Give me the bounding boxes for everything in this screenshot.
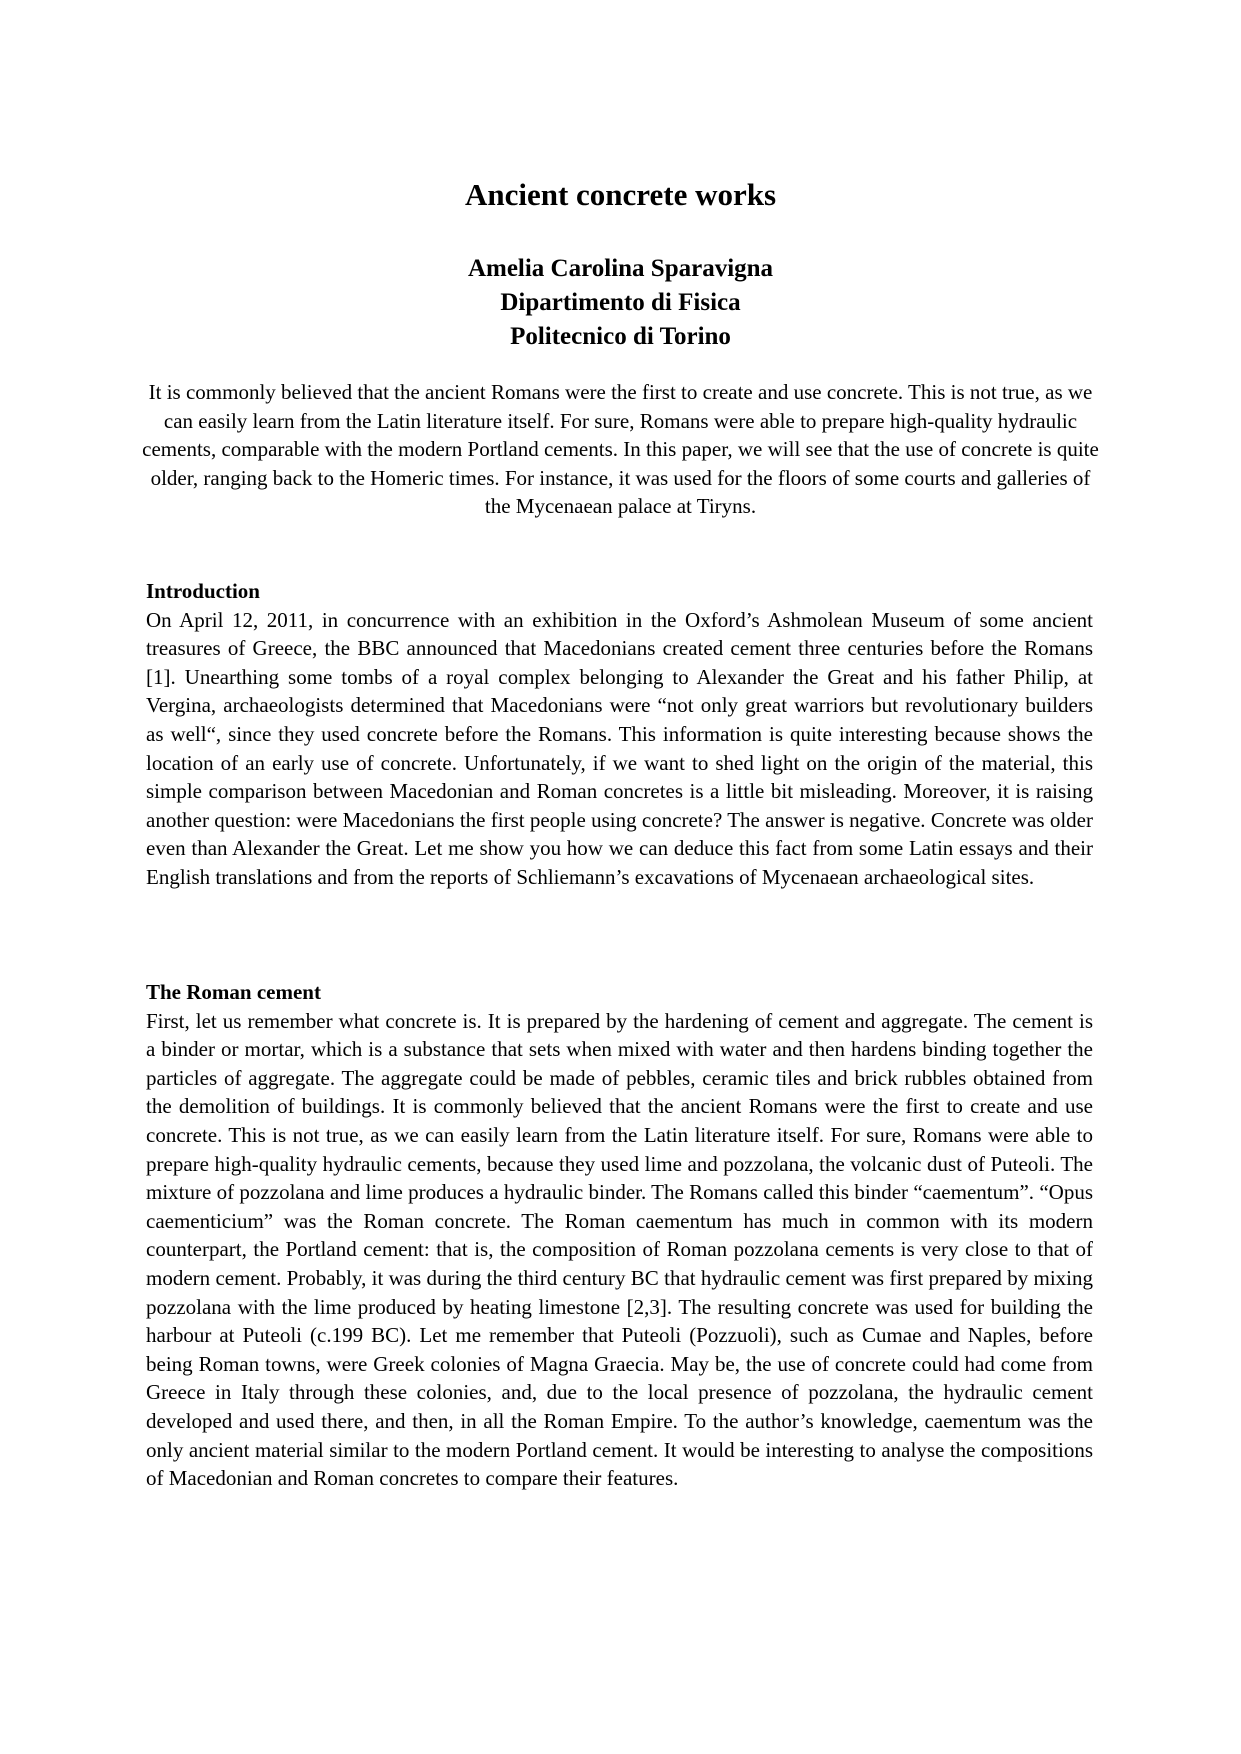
section-heading: Introduction [146,579,260,603]
section-body: On April 12, 2011, in concurrence with an exhibition in the Oxford’s Ashmolean Museum of some ancient treasures of Greece, the BBC announced that Macedonians created cement three centuries before the Romans [1]. Unearthing some tombs of a royal complex belonging to Alexander the Great and his father Philip, at Vergina, archaeologists determined that Macedonians were “not only great warriors but revolutionary builders as well“, since they used concrete before the Romans. This information is quite interesting because shows the location of an early use of concrete. Unfortunately, if we want to shed light on the origin of the material, this simple comparison between Macedonian and Roman concretes is a little bit misleading. Moreover, it is raising another question: were Macedonians the first people using concrete? The answer is negative. Concrete was older even than Alexander the Great. Let me show you how we can deduce this fact from some Latin essays and their English translations and from the reports of Schliemann’s excavations of Mycenaean archaeological sites. [146,607,1093,889]
author-department: Dipartimento di Fisica [500,289,741,316]
section-body: First, let us remember what concrete is. It is prepared by the hardening of cement and aggregate. The cement is a binder or mortar, which is a substance that sets when mixed with water and then hardens binding together the particles of aggregate. The aggregate could be made of pebbles, ceramic tiles and brick rubbles obtained from the demolition of buildings. It is commonly believed that the ancient Romans were the first to create and use concrete. This is not true, as we can easily learn from the Latin literature itself. For sure, Romans were able to prepare high-quality hydraulic cements, because they used lime and pozzolana, the volcanic dust of Puteoli. The mixture of pozzolana and lime produces a hydraulic binder. The Romans called this binder “caementum”. “Opus caementicium” was the Roman concrete. The Roman caementum has much in common with its modern counterpart, the Portland cement: that is, the composition of Roman pozzolana cements is very close to that of modern cement. Probably, it was during the third century BC that hydraulic cement was first prepared by mixing pozzolana with the lime produced by heating limestone [2,3]. The resulting concrete was used for building the harbour at Puteoli (c.199 BC). Let me remember that Puteoli (Pozzuoli), such as Cumae and Naples, before being Roman towns, were Greek colonies of Magna Graecia. May be, the use of concrete could had come from Greece in Italy through these colonies, and, due to the local presence of pozzolana, the hydraulic cement developed and used there, and then, in all the Roman Empire. To the author’s knowledge, caementum was the only ancient material similar to the modern Portland cement. It would be interesting to analyse the compositions of Macedonian and Roman concretes to compare their features. [146,1008,1093,1491]
author-block [0,252,1241,354]
section-roman-cement [146,978,1093,1493]
paper-title: Ancient concrete works [464,177,777,212]
author-name: Amelia Carolina Sparavigna [467,255,774,282]
section-introduction [146,577,1093,892]
abstract: It is commonly believed that the ancient Romans were the first to create and use concrete. This is not true, as we can easily learn from the Latin literature itself. For sure, Romans were able to prepare high-quality hydraulic cements, comparable with the modern Portland cements. In this paper, we will see that the use of concrete is quite older, ranging back to the Homeric times. For instance, it was used for the floors of some courts and galleries of the Mycenaean palace at Tiryns. [142,380,1099,519]
section-heading: The Roman cement [146,980,321,1004]
author-institution: Politecnico di Torino [510,323,731,350]
